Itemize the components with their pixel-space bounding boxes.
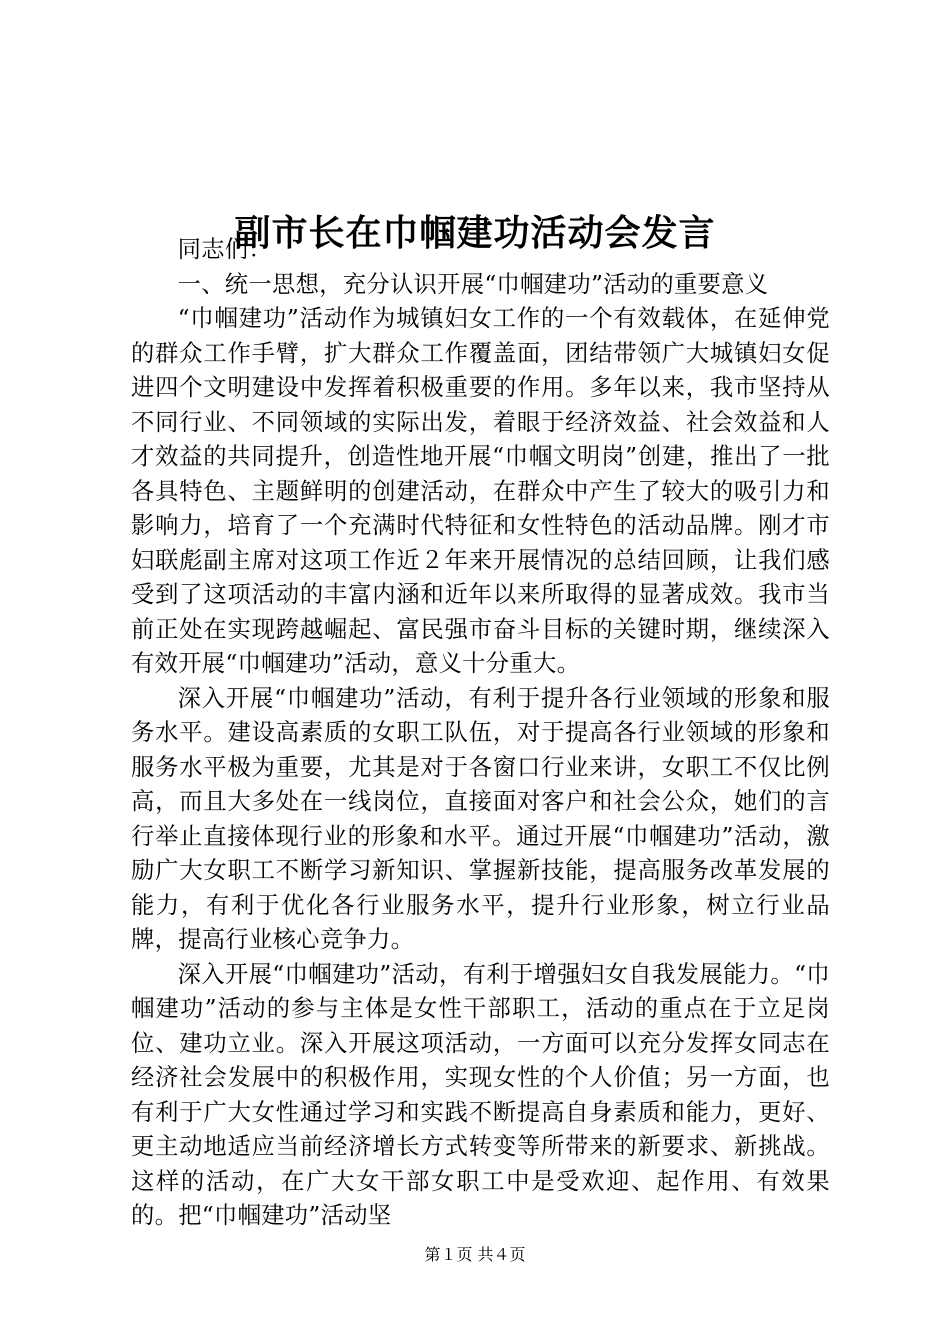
body-paragraph: 深入开展“巾帼建功”活动，有利于增强妇女自我发展能力。“巾帼建功”活动的参与主体是女性干部职工，活动的重点在于立足岗位、建功立业。深入开展这项活动，一方面可以充分发挥女同志在经济社会发展中的积极作用，实现女性的个人价值；另一方面，也有利于广大女性通过学习和实践不断提高自身素质和能力，更好、更主动地适应当前经济增长方式转变等所带来的新要求、新挑战。这样的活动，在广大女干部女职工中是受欢迎、起作用、有效果的。把“巾帼建功”活动坚 bbox=[131, 960, 830, 1229]
page-footer: 第１页 共４页 bbox=[424, 1245, 526, 1264]
document-body bbox=[131, 233, 830, 1234]
document-title: 副市长在巾帼建功活动会发言 bbox=[234, 212, 716, 255]
body-paragraph: “巾帼建功”活动作为城镇妇女工作的一个有效载体，在延伸党的群众工作手臂，扩大群众工作覆盖面，团结带领广大城镇妇女促进四个文明建设中发挥着积极重要的作用。多年以来，我市坚持从不同行业、不同领域的实际出发，着眼于经济效益、社会效益和人才效益的共同提升，创造性地开展“巾帼文明岗”创建，推出了一批各具特色、主题鲜明的创建活动，在群众中产生了较大的吸引力和影响力，培育了一个充满时代特征和女性特色的活动品牌。刚才市妇联彪副主席对这项工作近２年来开展情况的总结回顾，让我们感受到了这项活动的丰富内涵和近年以来所取得的显著成效。我市当前正处在实现跨越崛起、富民强市奋斗目标的关键时期，继续深入有效开展“巾帼建功”活动，意义十分重大。 bbox=[131, 305, 830, 677]
body-paragraph: 深入开展“巾帼建功”活动，有利于提升各行业领域的形象和服务水平。建设高素质的女职工队伍，对于提高各行业领域的形象和服务水平极为重要，尤其是对于各窗口行业来讲，女职工不仅比例高，而且大多处在一线岗位，直接面对客户和社会公众，她们的言行举止直接体现行业的形象和水平。通过开展“巾帼建功”活动，激励广大女职工不断学习新知识、掌握新技能，提高服务改革发展的能力，有利于优化各行业服务水平，提升行业形象，树立行业品牌，提高行业核心竞争力。 bbox=[131, 684, 830, 953]
salutation: 同志们： bbox=[177, 236, 272, 263]
section-heading: 一、统一思想，充分认识开展“巾帼建功”活动的重要意义 bbox=[177, 270, 769, 298]
